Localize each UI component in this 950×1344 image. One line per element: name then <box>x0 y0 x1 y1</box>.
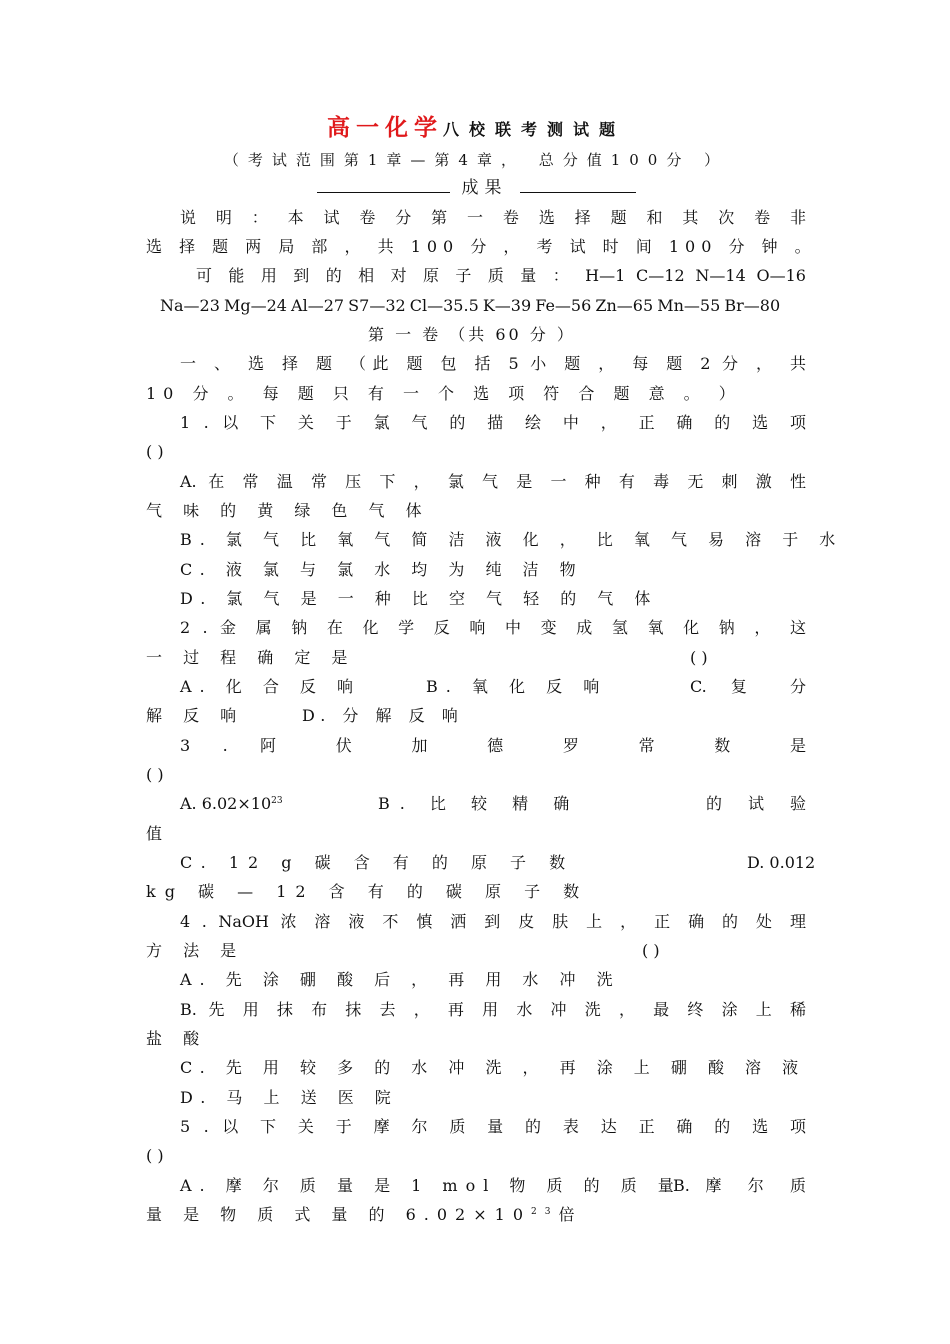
q4-option-b-cont: 盐 酸 <box>146 1029 208 1048</box>
q2-option-a: A. 化 合 反 响 <box>180 677 361 696</box>
q2-stem-cont: 一 过 程 确 定 是 <box>146 648 356 667</box>
q4-stem: 4 . NaOH 浓 溶 液 不 慎 洒 到 皮 肤 上 ， 正 确 的 处 理 <box>180 912 806 931</box>
q5-option-b: B. 摩 尔 质 <box>673 1176 806 1195</box>
q4-answer-paren: ( ) <box>642 941 660 960</box>
section-title: 第 一 卷 （共 60 分 ） <box>368 325 576 344</box>
score-label: 成果 <box>461 178 508 198</box>
q3-option-d: D. 0.012 <box>747 853 816 872</box>
q4-option-d: D. 马 上 送 医 院 <box>180 1088 399 1107</box>
q3-option-c: C. 12 g 碳 含 有 的 原 子 数 <box>180 853 575 872</box>
q3-option-a-exponent: 23 <box>271 796 283 806</box>
q4-stem-cont: 方 法 是 <box>146 941 245 960</box>
q3-option-b-tail: 的 试 验 <box>706 794 806 813</box>
q1-option-a: A. 在 常 温 常 压 下 ， 氯 气 是 一 种 有 毒 无 刺 激 性 <box>180 472 806 491</box>
q5-stem: 5 . 以 下 关 于 摩 尔 质 量 的 表 达 正 确 的 选 项 <box>180 1117 806 1136</box>
intro-line-2: 选 择 题 两 局 部 ， 共 100 分 ， 考 试 时 间 100 分 钟 。 <box>146 237 817 256</box>
q3-option-b: B. 比 较 精 确 <box>378 794 580 813</box>
intro-line-4: Na—23 Mg—24 Al—27 S7—32 Cl—35.5 K—39 Fe—56 Zn—65 Mn—55 Br—80 <box>160 296 781 315</box>
score-line <box>146 178 806 198</box>
q3-option-a-base: A. 6.02×10 <box>180 794 272 813</box>
q1-option-c: C. 液 氯 与 氯 水 均 为 纯 洁 物 <box>180 560 584 579</box>
q1-answer-paren: ( ) <box>146 442 164 461</box>
q4-option-c: C. 先 用 较 多 的 水 冲 洗 ， 再 涂 上 硼 酸 溶 液 <box>180 1058 807 1077</box>
score-blank-left <box>317 180 450 193</box>
exam-subtitle: （考试范围第1章—第4章， 总分值100分 ） <box>223 151 729 169</box>
q4-option-a: A. 先 涂 硼 酸 后 ， 再 用 水 冲 洗 <box>180 970 621 989</box>
q3-option-d-cont: kg 碳 — 12 含 有 的 碳 原 子 数 <box>146 882 589 901</box>
q3-answer-paren: ( ) <box>146 765 164 784</box>
q2-option-b: B. 氧 化 反 响 <box>426 677 608 696</box>
title-subject: 高一化学 <box>326 114 443 141</box>
q1-stem: 1 . 以 下 关 于 氯 气 的 描 绘 中 ， 正 确 的 选 项 <box>180 413 806 432</box>
q2-stem: 2 . 金 属 钠 在 化 学 反 响 中 变 成 氢 氧 化 钠 ， 这 <box>180 618 806 637</box>
intro-line-3: 可 能 用 到 的 相 对 原 子 质 量 ： H—1 C—12 N—14 O—16 <box>196 266 806 285</box>
q5-option-a: A. 摩 尔 质 量 是 1 mol 物 质 的 质 量 <box>180 1176 682 1195</box>
q4-option-b: B. 先 用 抹 布 抹 去 ， 再 用 水 冲 洗 ， 最 终 涂 上 稀 <box>180 1000 806 1019</box>
q5-option-b-base: 量 是 物 质 式 量 的 6.02×10 <box>146 1205 531 1224</box>
intro-line-1: 说 明 ： 本 试 卷 分 第 一 卷 选 择 题 和 其 次 卷 非 <box>180 208 806 227</box>
score-blank-right <box>520 180 636 193</box>
q1-option-b: B. 氯 气 比 氧 气 简 洁 液 化 ， 比 氧 气 易 溶 于 水 <box>180 530 844 549</box>
q5-option-b-exponent: 23 <box>531 1207 559 1217</box>
q2-option-c: C. 复 分 <box>690 677 806 696</box>
section-heading-2: 10 分 。 每 题 只 有 一 个 选 项 符 合 题 意 。 ） <box>146 384 742 403</box>
q1-option-a-cont: 气 味 的 黄 绿 色 气 体 <box>146 501 430 520</box>
q2-answer-paren: ( ) <box>690 648 708 667</box>
q5-answer-paren: ( ) <box>146 1146 164 1165</box>
title-exam-name: 八校联考测试题 <box>442 120 625 139</box>
q2-option-c-cont: 解 反 响 <box>146 706 245 725</box>
exam-title <box>146 114 806 141</box>
q3-option-b-cont: 值 <box>146 824 163 843</box>
q5-option-b-cont <box>146 1205 582 1225</box>
q1-option-d: D. 氯 气 是 一 种 比 空 气 轻 的 气 体 <box>180 589 659 608</box>
q3-stem: 3 . 阿 伏 加 德 罗 常 数 是 <box>180 736 806 755</box>
q3-option-a <box>180 794 283 814</box>
q5-option-b-tail: 倍 <box>558 1205 583 1224</box>
q2-option-d: D. 分 解 反 响 <box>302 706 464 725</box>
section-heading-1: 一 、 选 择 题 （此 题 包 括 5 小 题 ， 每 题 2 分 ， 共 <box>180 354 806 373</box>
